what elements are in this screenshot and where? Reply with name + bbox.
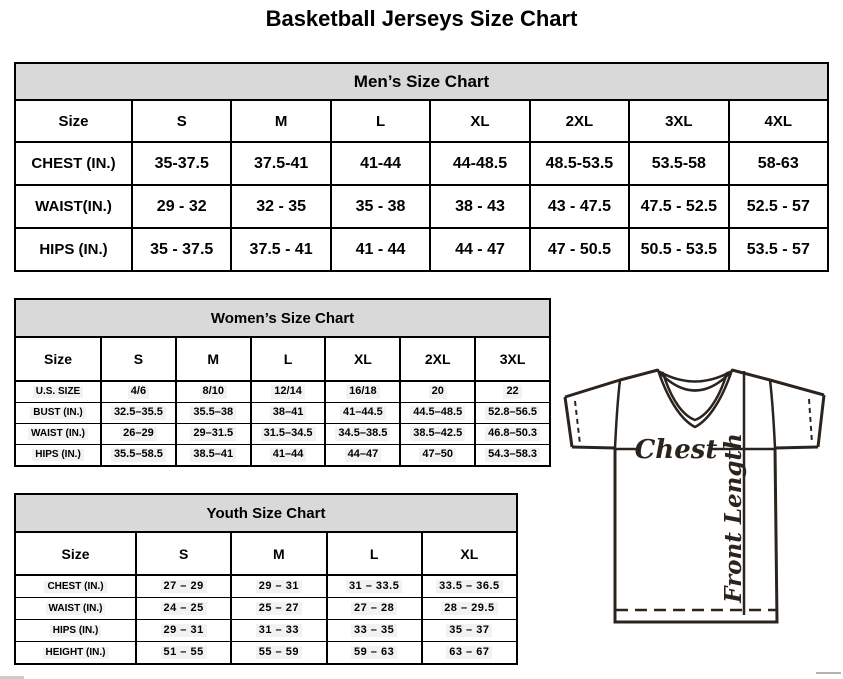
- row-label: HEIGHT (IN.): [15, 642, 136, 665]
- table-cell: 35-37.5: [132, 142, 231, 185]
- table-cell: 24 – 25: [136, 598, 231, 620]
- table-cell: 38.5–42.5: [400, 424, 475, 445]
- table-cell: 51 – 55: [136, 642, 231, 665]
- table-cell: 12/14: [251, 381, 326, 403]
- table-cell: 50.5 - 53.5: [629, 228, 728, 271]
- column-header: 3XL: [475, 337, 550, 381]
- table-cell: 35 – 37: [422, 620, 517, 642]
- table-cell: 29 – 31: [231, 575, 326, 598]
- column-header: L: [327, 532, 422, 575]
- jersey-collar: [658, 370, 732, 427]
- table-row: [15, 381, 550, 403]
- womens-chart-title: Women’s Size Chart: [15, 299, 550, 337]
- row-label: BUST (IN.): [15, 403, 101, 424]
- table-cell: 44-48.5: [430, 142, 529, 185]
- jersey-body: [615, 448, 777, 622]
- table-cell: 41–44: [251, 445, 326, 467]
- womens-column-header-row: [15, 337, 550, 381]
- mens-size-chart-table: [14, 62, 829, 272]
- table-cell: 41-44: [331, 142, 430, 185]
- row-label: HIPS (IN.): [15, 445, 101, 467]
- table-cell: 63 – 67: [422, 642, 517, 665]
- table-cell: 58-63: [729, 142, 828, 185]
- table-cell: 38.5–41: [176, 445, 251, 467]
- column-header: 4XL: [729, 100, 828, 142]
- jersey-outline: [565, 370, 824, 397]
- row-label: HIPS (IN.): [15, 620, 136, 642]
- table-cell: 27 – 28: [327, 598, 422, 620]
- table-cell: 55 – 59: [231, 642, 326, 665]
- column-header: XL: [422, 532, 517, 575]
- table-cell: 20: [400, 381, 475, 403]
- row-label: CHEST (IN.): [15, 575, 136, 598]
- table-cell: 38–41: [251, 403, 326, 424]
- row-label: WAIST (IN.): [15, 598, 136, 620]
- column-header: 2XL: [400, 337, 475, 381]
- column-header: 2XL: [530, 100, 629, 142]
- column-header: XL: [325, 337, 400, 381]
- column-header: L: [331, 100, 430, 142]
- jersey-measurement-diagram: [560, 360, 832, 670]
- mens-chart-header-row: [15, 63, 828, 100]
- table-cell: 43 - 47.5: [530, 185, 629, 228]
- table-cell: 41 - 44: [331, 228, 430, 271]
- table-cell: 28 – 29.5: [422, 598, 517, 620]
- table-cell: 44–47: [325, 445, 400, 467]
- table-cell: 26–29: [101, 424, 176, 445]
- column-header: L: [251, 337, 326, 381]
- table-cell: 32 - 35: [231, 185, 330, 228]
- table-cell: 54.3–58.3: [475, 445, 550, 467]
- table-cell: 44 - 47: [430, 228, 529, 271]
- table-row: [15, 424, 550, 445]
- mens-chart-title: Men’s Size Chart: [15, 63, 828, 100]
- table-cell: 34.5–38.5: [325, 424, 400, 445]
- column-header: S: [136, 532, 231, 575]
- table-cell: 31 – 33: [231, 620, 326, 642]
- table-cell: 29 - 32: [132, 185, 231, 228]
- table-cell: 29 – 31: [136, 620, 231, 642]
- front-length-label: Front Length: [720, 433, 747, 603]
- table-cell: 27 – 29: [136, 575, 231, 598]
- table-cell: 59 – 63: [327, 642, 422, 665]
- table-cell: 33.5 – 36.5: [422, 575, 517, 598]
- page-title: Basketball Jerseys Size Chart: [265, 6, 578, 31]
- table-cell: 35.5–58.5: [101, 445, 176, 467]
- table-row: [15, 575, 517, 598]
- table-cell: 16/18: [325, 381, 400, 403]
- column-header: XL: [430, 100, 529, 142]
- table-row: [15, 403, 550, 424]
- table-cell: 41–44.5: [325, 403, 400, 424]
- scrollbar-fragment-right[interactable]: [816, 672, 841, 674]
- row-label: CHEST (IN.): [15, 142, 132, 185]
- table-cell: 32.5–35.5: [101, 403, 176, 424]
- table-row: [15, 185, 828, 228]
- chest-label: Chest: [634, 435, 718, 465]
- youth-size-chart-table: [14, 493, 518, 665]
- table-row: [15, 598, 517, 620]
- youth-chart-header-row: [15, 494, 517, 532]
- table-cell: 52.5 - 57: [729, 185, 828, 228]
- table-cell: 33 – 35: [327, 620, 422, 642]
- column-header-size: Size: [15, 337, 101, 381]
- table-cell: 35 - 38: [331, 185, 430, 228]
- table-cell: 29–31.5: [176, 424, 251, 445]
- table-cell: 46.8–50.3: [475, 424, 550, 445]
- column-header: 3XL: [629, 100, 728, 142]
- table-cell: 52.8–56.5: [475, 403, 550, 424]
- column-header: S: [132, 100, 231, 142]
- table-row: [15, 142, 828, 185]
- youth-chart-title: Youth Size Chart: [15, 494, 517, 532]
- table-cell: 53.5 - 57: [729, 228, 828, 271]
- table-row: [15, 642, 517, 665]
- column-header-size: Size: [15, 532, 136, 575]
- row-label: HIPS (IN.): [15, 228, 132, 271]
- table-cell: 47–50: [400, 445, 475, 467]
- table-cell: 31.5–34.5: [251, 424, 326, 445]
- table-cell: 4/6: [101, 381, 176, 403]
- womens-chart-header-row: [15, 299, 550, 337]
- womens-size-chart-table: [14, 298, 551, 467]
- table-cell: 31 – 33.5: [327, 575, 422, 598]
- table-row: [15, 445, 550, 467]
- table-cell: 22: [475, 381, 550, 403]
- table-cell: 8/10: [176, 381, 251, 403]
- table-cell: 44.5–48.5: [400, 403, 475, 424]
- column-header: S: [101, 337, 176, 381]
- table-cell: 35.5–38: [176, 403, 251, 424]
- column-header: M: [231, 532, 326, 575]
- table-row: [15, 620, 517, 642]
- table-row: [15, 228, 828, 271]
- row-label: WAIST(IN.): [15, 185, 132, 228]
- column-header-size: Size: [15, 100, 132, 142]
- table-cell: 53.5-58: [629, 142, 728, 185]
- table-cell: 47.5 - 52.5: [629, 185, 728, 228]
- table-cell: 35 - 37.5: [132, 228, 231, 271]
- column-header: M: [176, 337, 251, 381]
- table-cell: 37.5 - 41: [231, 228, 330, 271]
- table-cell: 25 – 27: [231, 598, 326, 620]
- row-label: U.S. SIZE: [15, 381, 101, 403]
- youth-column-header-row: [15, 532, 517, 575]
- column-header: M: [231, 100, 330, 142]
- table-cell: 47 - 50.5: [530, 228, 629, 271]
- table-cell: 37.5-41: [231, 142, 330, 185]
- mens-column-header-row: [15, 100, 828, 142]
- row-label: WAIST (IN.): [15, 424, 101, 445]
- table-cell: 38 - 43: [430, 185, 529, 228]
- table-cell: 48.5-53.5: [530, 142, 629, 185]
